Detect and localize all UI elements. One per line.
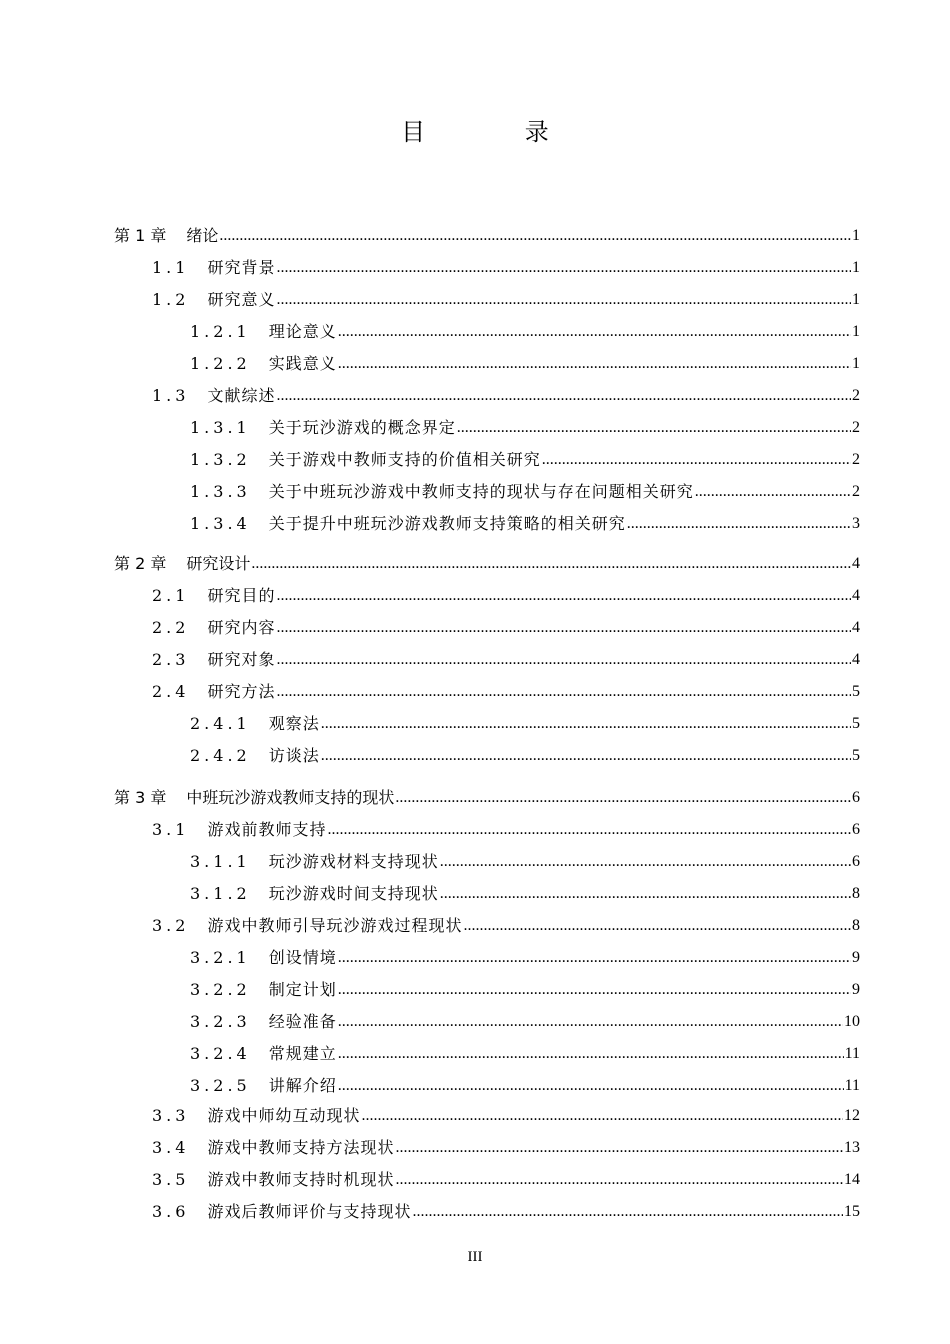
toc-entry-page: 1 [852,323,860,340]
toc-entry[interactable] [190,510,860,534]
toc-entry-number: 2.4.1 [190,714,251,733]
toc-entry-page: 4 [852,555,860,572]
toc-entry-title: 访谈法 [268,746,320,765]
toc-entry-page: 2 [852,451,860,468]
toc-entry-title: 研究目的 [207,586,276,605]
toc-entry[interactable] [114,222,860,246]
toc-entry-title: 游戏中教师支持方法现状 [207,1138,395,1157]
toc-entry-number: 3.1 [152,820,190,839]
toc-entry-title: 关于中班玩沙游戏中教师支持的现状与存在问题相关研究 [268,482,694,501]
toc-entry-title: 关于玩沙游戏的概念界定 [268,418,456,437]
toc-entry-number: 1.3.3 [190,482,251,501]
toc-entry-page: 9 [852,949,860,966]
toc-entry-number: 3.1.1 [190,852,251,871]
toc-leader-dots [440,852,851,872]
toc-entry[interactable] [152,1102,860,1126]
toc-entry-number: 第 2 章 [114,554,167,573]
toc-leader-dots [457,418,851,438]
toc-entry-page: 6 [852,853,860,870]
toc-entry-page: 8 [852,917,860,934]
toc-entry-title: 关于游戏中教师支持的价值相关研究 [268,450,541,469]
toc-entry[interactable] [190,976,860,1000]
toc-leader-dots [321,714,851,734]
toc-entry-title: 观察法 [268,714,320,733]
toc-entry[interactable] [152,382,860,406]
toc-leader-dots [440,884,851,904]
toc-entry-page: 11 [844,1077,860,1094]
toc-entry-page: 5 [852,715,860,732]
toc-entry-title: 中班玩沙游戏教师支持的现状 [186,788,395,807]
toc-entry[interactable] [152,1166,860,1190]
toc-leader-dots [412,1202,843,1222]
toc-entry-page: 4 [852,587,860,604]
toc-entry-number: 3.5 [152,1170,190,1189]
toc-entry-number: 1.2.2 [190,354,251,373]
toc-entry-number: 第 1 章 [114,226,167,245]
toc-leader-dots [338,1012,843,1032]
toc-entry-title: 游戏前教师支持 [207,820,327,839]
toc-entry-number: 第 3 章 [114,788,167,807]
toc-entry[interactable] [190,1072,860,1096]
toc-leader-dots [276,650,851,670]
toc-leader-dots [338,322,851,342]
toc-leader-dots [395,788,851,808]
toc-leader-dots [327,820,851,840]
toc-entry-page: 4 [852,619,860,636]
toc-entry-page: 6 [852,821,860,838]
toc-entry-number: 3.6 [152,1202,190,1221]
toc-entry-page: 4 [852,651,860,668]
toc-entry-title: 绪论 [186,226,219,245]
toc-leader-dots [251,554,851,574]
toc-entry-number: 3.2.3 [190,1012,251,1031]
toc-entry[interactable] [114,784,860,808]
toc-leader-dots [276,618,851,638]
toc-entry-title: 研究对象 [207,650,276,669]
toc-entry-page: 2 [852,387,860,404]
toc-entry[interactable] [190,1008,860,1032]
toc-entry-page: 1 [852,259,860,276]
toc-entry-number: 2.4 [152,682,190,701]
toc-entry[interactable] [190,446,860,470]
toc-leader-dots [627,514,851,534]
toc-entry-title: 研究意义 [207,290,276,309]
toc-entry-number: 3.4 [152,1138,190,1157]
toc-leader-dots [361,1106,843,1126]
toc-entry-title: 游戏中教师支持时机现状 [207,1170,395,1189]
toc-entry-page: 3 [852,515,860,532]
toc-entry-number: 3.1.2 [190,884,251,903]
toc-entry-number: 1.3.2 [190,450,251,469]
toc-entry-number: 1.2.1 [190,322,251,341]
toc-entry-page: 9 [852,981,860,998]
toc-leader-dots [276,290,851,310]
toc-entry-page: 2 [852,419,860,436]
toc-entry[interactable] [190,350,860,374]
toc-entry[interactable] [152,1134,860,1158]
toc-entry-title: 讲解介绍 [268,1076,337,1095]
toc-entry[interactable] [114,550,860,574]
toc-entry-page: 1 [852,355,860,372]
toc-entry[interactable] [152,286,860,310]
toc-entry[interactable] [190,742,860,766]
toc-entry-page: 14 [844,1171,860,1188]
toc-entry-title: 文献综述 [207,386,276,405]
toc-entry-number: 2.3 [152,650,190,669]
toc-entry-title: 玩沙游戏时间支持现状 [268,884,439,903]
toc-entry-number: 1.3.1 [190,418,251,437]
toc-entry[interactable] [152,1198,860,1222]
toc-entry-title: 制定计划 [268,980,337,999]
toc-entry[interactable] [190,414,860,438]
toc-entry-number: 1.3.4 [190,514,251,533]
toc-leader-dots [695,482,851,502]
toc-entry-title: 玩沙游戏材料支持现状 [268,852,439,871]
toc-entry-number: 1.1 [152,258,190,277]
toc-entry-number: 3.2.2 [190,980,251,999]
toc-entry-page: 1 [852,291,860,308]
toc-entry-title: 研究方法 [207,682,276,701]
toc-leader-dots [338,980,851,1000]
toc-leader-dots [276,682,851,702]
toc-entry-title: 创设情境 [268,948,337,967]
toc-entry-title: 常规建立 [268,1044,337,1063]
toc-leader-dots [395,1138,843,1158]
toc-entry-number: 3.3 [152,1106,190,1125]
toc-entry-title: 游戏后教师评价与支持现状 [207,1202,412,1221]
toc-entry-number: 3.2.4 [190,1044,251,1063]
toc-leader-dots [219,226,851,246]
toc-leader-dots [463,916,851,936]
toc-entry-page: 1 [852,227,860,244]
toc-entry[interactable] [152,912,860,936]
toc-entry-page: 11 [844,1045,860,1062]
toc-entry-number: 2.1 [152,586,190,605]
toc-leader-dots [276,386,851,406]
toc-entry-title: 经验准备 [268,1012,337,1031]
toc-title: 目 录 [401,118,595,146]
toc-entry-number: 1.2 [152,290,190,309]
toc-leader-dots [395,1170,843,1190]
toc-entry-number: 3.2.1 [190,948,251,967]
toc-leader-dots [276,258,851,278]
toc-entry-page: 8 [852,885,860,902]
toc-leader-dots [338,948,851,968]
toc-entry[interactable] [190,710,860,734]
toc-leader-dots [338,1044,844,1064]
toc-entry-page: 2 [852,483,860,500]
toc-entry[interactable] [190,318,860,342]
toc-entry-page: 5 [852,747,860,764]
toc-entry-title: 研究设计 [186,554,251,573]
toc-leader-dots [542,450,851,470]
toc-entry[interactable] [152,582,860,606]
toc-entry-number: 2.2 [152,618,190,637]
toc-entry-page: 5 [852,683,860,700]
toc-entry[interactable] [152,646,860,670]
toc-entry-number: 1.3 [152,386,190,405]
toc-entry-number: 2.4.2 [190,746,251,765]
toc-entry-title: 理论意义 [268,322,337,341]
toc-entry-page: 10 [844,1013,860,1030]
toc-entry[interactable] [190,848,860,872]
toc-entry[interactable] [152,254,860,278]
toc-entry[interactable] [152,678,860,702]
toc-entry[interactable] [152,816,860,840]
toc-entry-page: 15 [844,1203,860,1220]
toc-entry-title: 关于提升中班玩沙游戏教师支持策略的相关研究 [268,514,626,533]
page-number: III [467,1249,483,1265]
toc-entry-title: 游戏中教师引导玩沙游戏过程现状 [207,916,463,935]
toc-entry[interactable] [190,944,860,968]
toc-entry-title: 研究内容 [207,618,276,637]
toc-entry-number: 3.2 [152,916,190,935]
toc-entry[interactable] [190,880,860,904]
toc-entry-number: 3.2.5 [190,1076,251,1095]
toc-entry[interactable] [190,1040,860,1064]
toc-leader-dots [321,746,851,766]
toc-entry-title: 游戏中师幼互动现状 [207,1106,361,1125]
toc-entry-title: 研究背景 [207,258,276,277]
toc-entry-page: 6 [852,789,860,806]
toc-entry-page: 12 [844,1107,860,1124]
toc-entry[interactable] [190,478,860,502]
toc-entry-title: 实践意义 [268,354,337,373]
toc-leader-dots [338,354,851,374]
toc-leader-dots [338,1076,844,1096]
toc-entry[interactable] [152,614,860,638]
toc-entry-page: 13 [844,1139,860,1156]
toc-leader-dots [276,586,851,606]
